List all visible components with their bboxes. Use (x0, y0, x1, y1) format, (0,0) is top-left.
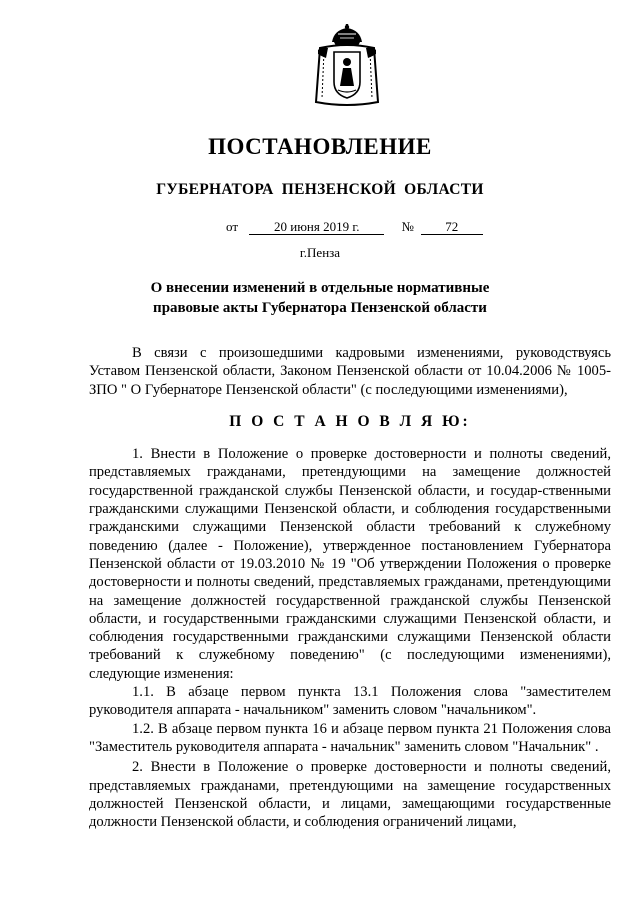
subject-line-1: О внесении изменений в отдельные нормативные (150, 280, 490, 296)
date-number-line (226, 219, 483, 235)
item-1-paragraph: 1. Внести в Положение о проверке достоверности и полноты сведений, представляемых гражданами, претендующими на замещение должностей государственной гражданской службы Пензенской области, и государ-ственными гражданскими служащими Пензенской области, и соблюдения государственными гражданскими служащими Пензенской области требований к служебному поведению (далее - Положение), утвержденное постановлением Губернатора Пензенской области от 19.03.2010 № 19 "Об утверждении Положения о проверке достоверности и полноты сведений, представляемых гражданами, претендующими на замещение должностей государственной гражданской службы Пензенской области, и государственными гражданскими служащими Пензенской области, и соблюдения государственными гражданскими служащими Пензенской области требований к служебному поведению" (с последующими изменениями), следующие изменения: (89, 446, 611, 682)
document-body (89, 344, 611, 831)
city: г.Пенза (299, 245, 341, 260)
date-prefix: от (226, 219, 239, 234)
subject-line-2: правовые акты Губернатора Пензенской области (153, 300, 487, 316)
item-1-1-paragraph: 1.1. В абзаце первом пункта 13.1 Положения слова "заместителем руководителя аппарата - начальником" заменить словом "начальником". (89, 684, 611, 719)
issuing-organization: ГУБЕРНАТОРА ПЕНЗЕНСКОЙ ОБЛАСТИ (156, 181, 484, 198)
coat-of-arms-icon (312, 24, 382, 108)
preamble-paragraph: В связи с произошедшими кадровыми изменениями, руководствуясь Уставом Пензенской области, Законом Пензенской области от 10.04.2006 № 1005-ЗПО " О Губернаторе Пензенской области" (с последующими изменениями), (89, 345, 611, 398)
number-prefix: № (401, 219, 414, 234)
decree-heading: П О С Т А Н О В Л Я Ю: (229, 412, 471, 430)
document-subject (0, 278, 640, 318)
document-title: ПОСТАНОВЛЕНИЕ (208, 134, 432, 159)
document-date: 20 июня 2019 г. (249, 220, 384, 235)
item-1-2-paragraph: 1.2. В абзаце первом пункта 16 и абзаце первом пункта 21 Положения слова "Заместитель руководителя аппарата - начальник" заменить словом "Начальник" . (89, 720, 611, 755)
document-number: 72 (421, 220, 483, 235)
item-2-paragraph: 2. Внести в Положение о проверке достоверности и полноты сведений, представляемых гражданами, претендующими на замещение государственных должностей Пензенской области, и лицами, замещающими государственные должности Пензенской области, и соблюдения ограничений лицами, (89, 759, 611, 831)
